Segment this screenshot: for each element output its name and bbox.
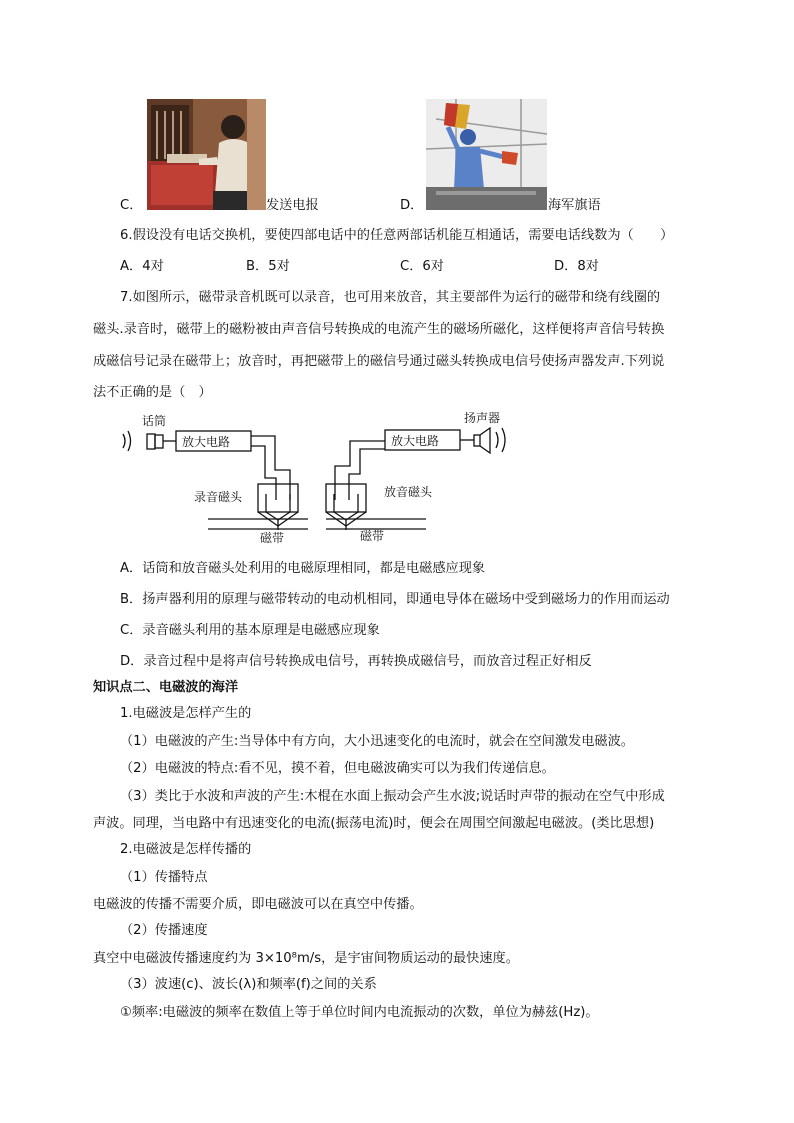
q6-option-a: A．4对 (120, 259, 164, 274)
option-d-caption: 海军旗语 (548, 198, 601, 213)
semaphore-photo (426, 99, 547, 210)
speaker-label: 扬声器 (464, 411, 501, 425)
record-head-label: 录音磁头 (194, 490, 243, 504)
tape-recorder-diagram (118, 408, 518, 548)
q7-stem-line-2: 磁头.录音时，磁带上的磁粉被由声音信号转换成的电流产生的磁场所磁化，这样便将声音信号转换 (93, 322, 665, 337)
mic-label: 话筒 (142, 414, 167, 428)
s2-p2-1-text: 电磁波的传播不需要介质，即电磁波可以在真空中传播。 (93, 897, 423, 912)
s2-p1-3b: 声波。同理，当电路中有迅速变化的电流(振荡电流)时，便会在周围空间激起电磁波。(类比思想) (93, 816, 655, 831)
play-head-label: 放音磁头 (384, 485, 433, 499)
s2-p2-2: （2）传播速度 (120, 923, 208, 938)
q7-option-c: C．录音磁头利用的基本原理是电磁感应现象 (120, 623, 380, 638)
q7-option-d: D．录音过程中是将声信号转换成电信号，再转换成磁信号，而放音过程正好相反 (120, 654, 592, 669)
amp-label-left: 放大电路 (182, 435, 231, 449)
s2-p2-1: （1）传播特点 (120, 870, 208, 885)
s2-p2-2-text: 真空中电磁波传播速度约为 3×10⁸m/s，是宇宙间物质运动的最快速度。 (93, 951, 519, 966)
s2-p1-1: （1）电磁波的产生:当导体中有方向，大小迅速变化的电流时，就会在空间激发电磁波。 (120, 734, 634, 749)
q7-stem-line-1: 7.如图所示，磁带录音机既可以录音，也可用来放音，其主要部件为运行的磁带和绕有线圈的 (120, 290, 661, 305)
q7-option-b: B．扬声器利用的原理与磁带转动的电动机相同，即通电导体在磁场中受到磁场力的作用而运动 (120, 592, 670, 607)
s2-p1-3a: （3）类比于水波和声波的产生:木棍在水面上振动会产生水波;说话时声带的振动在空气中形成 (120, 789, 665, 804)
q6-option-d: D．8对 (554, 259, 599, 274)
q6-option-c: C．6对 (400, 259, 444, 274)
amp-label-right: 放大电路 (391, 434, 440, 448)
s2-p2-3-1: ①频率:电磁波的频率在数值上等于单位时间内电流振动的次数，单位为赫兹(Hz)。 (120, 1005, 599, 1020)
q6-stem: 6.假设没有电话交换机，要使四部电话中的任意两部话机能互相通话，需要电话线数为（ ） (120, 228, 674, 243)
q6-option-b: B．5对 (246, 259, 290, 274)
s2-p1-2: （2）电磁波的特点:看不见，摸不着，但电磁波确实可以为我们传递信息。 (120, 761, 555, 776)
section-heading: 知识点二、电磁波的海洋 (93, 680, 239, 695)
tape-label-left: 磁带 (260, 531, 285, 545)
q7-stem-line-3: 成磁信号记录在磁带上；放音时，再把磁带上的磁信号通过磁头转换成电信号使扬声器发声.下列说 (93, 354, 665, 369)
option-c-letter: C． (120, 198, 143, 213)
telegraph-photo (147, 99, 266, 210)
option-c-caption: 发送电报 (266, 198, 319, 213)
s2-p1-title: 1.电磁波是怎样产生的 (120, 706, 252, 721)
q7-option-a: A．话筒和放音磁头处利用的电磁原理相同，都是电磁感应现象 (120, 561, 486, 576)
option-d-letter: D． (400, 198, 424, 213)
s2-p2-3: （3）波速(c)、波长(λ)和频率(f)之间的关系 (120, 977, 377, 992)
tape-label-right: 磁带 (360, 529, 385, 543)
s2-p2-title: 2.电磁波是怎样传播的 (120, 842, 252, 857)
q7-stem-line-4: 法不正确的是（ ） (93, 385, 212, 400)
